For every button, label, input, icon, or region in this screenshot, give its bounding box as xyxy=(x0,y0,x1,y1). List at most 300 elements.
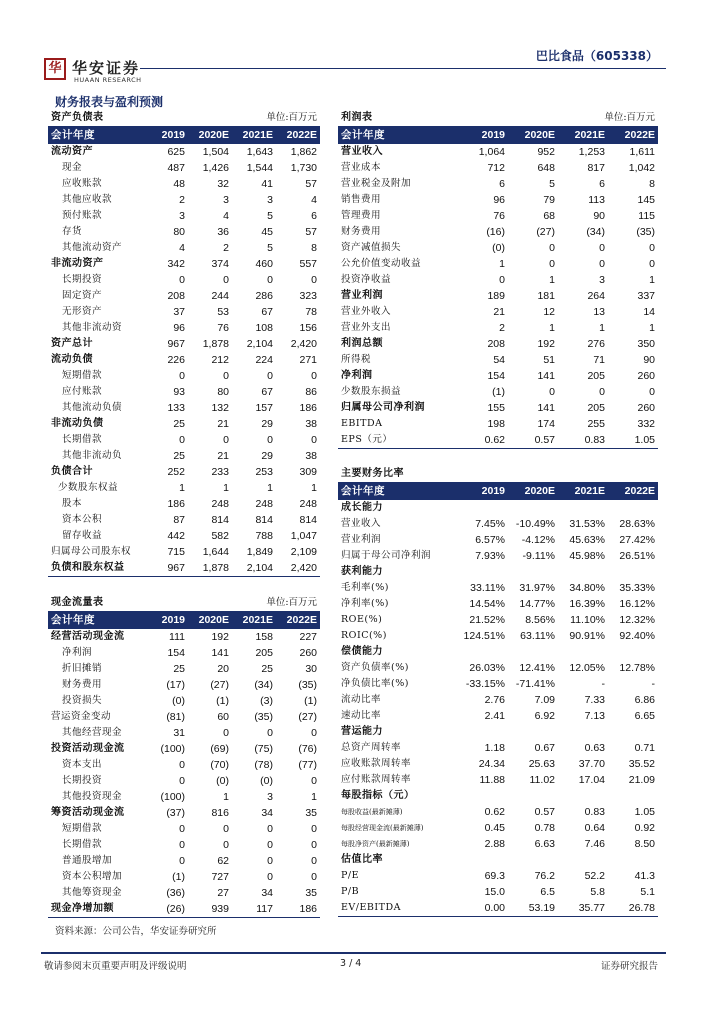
row-value: (69) xyxy=(210,742,229,755)
row-value: 1 xyxy=(549,321,555,334)
row-label: 每股经营现金流(最新摊薄) xyxy=(341,823,424,832)
row-value: 35.77 xyxy=(558,900,608,917)
row-value: 1 xyxy=(223,481,229,494)
logo-subtext: HUAAN RESEARCH xyxy=(74,76,142,84)
row-value: 2.88 xyxy=(484,837,505,850)
row-value: 96 xyxy=(173,321,185,334)
row-value: 4 xyxy=(223,209,229,222)
row-value: (27) xyxy=(536,225,555,238)
row-value: 155 xyxy=(487,401,505,414)
row-value: 0 xyxy=(179,369,185,382)
row-value: 133 xyxy=(167,401,185,414)
row-label: 管理费用 xyxy=(341,209,382,221)
table-row xyxy=(48,789,320,805)
row-value: 13 xyxy=(593,305,605,318)
row-value: 90.91% xyxy=(569,629,605,642)
row-label: 资产总计 xyxy=(51,337,93,349)
financial-ratios-table xyxy=(338,466,658,917)
disclaimer-note: 敬请参阅末页重要声明及评级说明 xyxy=(44,961,187,972)
row-value xyxy=(558,500,608,516)
source-note: 资料来源：公司公告，华安证券研究所 xyxy=(55,926,217,937)
row-value: 5 xyxy=(267,209,273,222)
table-row xyxy=(338,304,658,320)
row-value: 27.42% xyxy=(619,533,656,546)
cash-flow-table xyxy=(48,595,320,918)
row-value: (100) xyxy=(160,790,185,803)
row-label: 净利润 xyxy=(62,646,93,658)
table-header-row xyxy=(338,127,658,144)
row-value: 712 xyxy=(487,161,505,174)
table-row xyxy=(48,661,320,677)
row-value: 141 xyxy=(537,401,555,414)
row-value: 1,253 xyxy=(578,145,605,158)
unit-label: 单位:百万元 xyxy=(232,110,320,127)
row-value: 45.63% xyxy=(569,533,605,546)
row-value: 186 xyxy=(167,497,185,510)
table-row xyxy=(338,336,658,352)
table-row xyxy=(48,677,320,693)
table-row xyxy=(338,740,658,756)
row-value: (3) xyxy=(260,694,273,707)
row-label: 归属母公司股东权 xyxy=(51,545,132,557)
row-label: 所得税 xyxy=(341,353,372,365)
row-value xyxy=(608,564,658,580)
row-value xyxy=(558,564,608,580)
row-value: 0 xyxy=(311,433,318,446)
row-value: 4 xyxy=(179,241,185,254)
row-value: 3 xyxy=(267,790,273,803)
row-value: 57 xyxy=(305,177,318,190)
row-label: 速动比率 xyxy=(341,709,382,721)
row-value: 0 xyxy=(267,870,273,883)
table-row xyxy=(338,548,658,564)
row-value: 1 xyxy=(599,321,605,334)
row-value: 332 xyxy=(637,417,656,430)
row-value: 648 xyxy=(537,161,555,174)
row-value: 6 xyxy=(311,209,318,222)
row-value: 226 xyxy=(167,353,185,366)
row-label: 短期借款 xyxy=(62,369,103,381)
row-value: 62 xyxy=(217,854,229,867)
row-value: 374 xyxy=(211,257,229,270)
row-label: 营运能力 xyxy=(341,725,383,737)
row-value: 2,109 xyxy=(290,545,318,558)
row-label: 每股净资产(最新摊薄) xyxy=(341,839,410,848)
row-value: 5.8 xyxy=(590,885,605,898)
table-row xyxy=(338,384,658,400)
row-value: 186 xyxy=(276,901,320,918)
row-value: 0.00 xyxy=(458,900,508,917)
row-value: 52.2 xyxy=(584,869,605,882)
row-value: 1,644 xyxy=(202,545,229,558)
table-row xyxy=(338,352,658,368)
row-value: 111 xyxy=(169,630,185,643)
row-value: -33.15% xyxy=(465,677,505,690)
row-value: (34) xyxy=(254,678,273,691)
table-row xyxy=(48,512,320,528)
row-label: 资产负债率(%) xyxy=(341,661,409,673)
row-value: 0 xyxy=(267,726,273,739)
row-label: 净利率(%) xyxy=(341,597,389,609)
row-value: 6.86 xyxy=(634,693,656,706)
row-value: 2,420 xyxy=(276,560,320,577)
row-label: 流动资产 xyxy=(51,145,93,157)
row-label: 其他非流动资 xyxy=(62,321,123,333)
row-value: 60 xyxy=(217,710,229,723)
row-label: 普通股增加 xyxy=(62,854,113,866)
row-value: 0 xyxy=(649,241,656,254)
row-value: 69.3 xyxy=(484,869,505,882)
table-row xyxy=(338,368,658,384)
row-value: 25.63 xyxy=(528,757,555,770)
company-title: 巴比食品（605338） xyxy=(535,49,658,63)
table-row xyxy=(338,708,658,724)
row-value: 16.39% xyxy=(569,597,605,610)
row-value: 157 xyxy=(255,401,273,414)
table-row xyxy=(48,160,320,176)
row-value: 93 xyxy=(173,385,185,398)
row-value: 57 xyxy=(305,225,318,238)
table-row xyxy=(338,288,658,304)
row-value: 582 xyxy=(211,529,229,542)
row-label: 应付账款周转率 xyxy=(341,773,412,785)
table-row xyxy=(48,741,320,757)
row-value: (27) xyxy=(298,710,318,723)
row-value: 1,047 xyxy=(290,529,318,542)
table-row xyxy=(48,352,320,368)
row-value: 38 xyxy=(305,449,318,462)
logo-text: 华安证券 xyxy=(72,59,141,77)
row-value: 3 xyxy=(179,209,185,222)
column-header-label: 会计年度 xyxy=(338,127,458,144)
table-row xyxy=(338,160,658,176)
table-row xyxy=(338,884,658,900)
row-value: 7.46 xyxy=(584,837,605,850)
row-label: 其他投资现金 xyxy=(62,790,123,802)
row-value: 5 xyxy=(267,241,273,254)
table-row xyxy=(48,272,320,288)
table-row xyxy=(338,500,658,516)
row-value: 31.53% xyxy=(569,517,605,530)
table-row xyxy=(338,272,658,288)
row-value: (16) xyxy=(486,225,505,238)
row-label: EV/EBITDA xyxy=(338,900,458,917)
row-value: 67 xyxy=(261,305,273,318)
table-row xyxy=(338,868,658,884)
row-value: 53 xyxy=(217,305,229,318)
row-value: 0.62 xyxy=(458,432,508,449)
table-row xyxy=(338,596,658,612)
row-label: EBITDA xyxy=(341,417,383,429)
row-label: 总资产周转率 xyxy=(341,741,402,753)
row-value: 205 xyxy=(255,646,273,659)
table-title: 主要财务比率 xyxy=(338,466,658,483)
row-value: 189 xyxy=(487,289,505,302)
row-label: 毛利率(%) xyxy=(341,581,389,593)
row-value: 248 xyxy=(255,497,273,510)
row-value: 286 xyxy=(255,289,273,302)
row-value: 8.50 xyxy=(634,837,656,850)
table-row xyxy=(48,304,320,320)
row-value xyxy=(608,788,658,804)
row-label: 投资净收益 xyxy=(341,273,392,285)
row-label: 营运资金变动 xyxy=(51,710,112,722)
table-row xyxy=(338,532,658,548)
table-row xyxy=(338,772,658,788)
column-header-year: 2022E xyxy=(608,483,658,500)
table-row xyxy=(338,644,658,660)
row-value: 76.2 xyxy=(534,869,555,882)
row-value: 12.78% xyxy=(619,661,656,674)
table-row xyxy=(48,416,320,432)
row-value: 967 xyxy=(167,337,185,350)
row-value: 1 xyxy=(649,273,656,286)
row-value: 1 xyxy=(267,481,273,494)
row-label: 存货 xyxy=(62,225,83,237)
row-value: 35.33% xyxy=(619,581,656,594)
row-value: 186 xyxy=(299,401,318,414)
row-label: 股本 xyxy=(62,497,83,509)
column-header-label: 会计年度 xyxy=(48,127,144,144)
row-value: 0 xyxy=(311,870,318,883)
row-value: - xyxy=(601,677,605,690)
table-row xyxy=(338,416,658,432)
row-value: (37) xyxy=(166,806,185,819)
row-value: 1,544 xyxy=(246,161,273,174)
header-divider xyxy=(140,68,666,69)
row-value: 92.40% xyxy=(619,629,656,642)
row-value: 342 xyxy=(167,257,185,270)
table-row xyxy=(48,480,320,496)
row-value: 36 xyxy=(217,225,229,238)
column-header-year: 2021E xyxy=(558,483,608,500)
row-value: 244 xyxy=(211,289,229,302)
row-value: 25 xyxy=(173,662,185,675)
row-value: 12.05% xyxy=(569,661,605,674)
row-value: 117 xyxy=(232,901,276,918)
section-title: 财务报表与盈利预测 xyxy=(55,95,164,109)
row-value: 350 xyxy=(637,337,656,350)
table-row xyxy=(48,869,320,885)
row-value: 5.1 xyxy=(640,885,656,898)
row-label: 财务费用 xyxy=(341,225,382,237)
row-label: 归属于母公司净利润 xyxy=(341,549,432,561)
table-row xyxy=(338,836,658,852)
row-value: 0 xyxy=(599,385,605,398)
row-value: 0.57 xyxy=(534,805,555,818)
row-value: 205 xyxy=(587,401,605,414)
row-label: 其他流动资产 xyxy=(62,241,123,253)
row-value: 0 xyxy=(599,257,605,270)
row-label: 资产减值损失 xyxy=(341,241,402,253)
row-value: 7.93% xyxy=(475,549,505,562)
row-value: 15.0 xyxy=(484,885,505,898)
table-row xyxy=(48,464,320,480)
table-row xyxy=(338,256,658,272)
row-label: P/B xyxy=(341,885,360,897)
row-value: 0 xyxy=(179,273,185,286)
table-row xyxy=(338,692,658,708)
row-value: 156 xyxy=(299,321,318,334)
row-value: 6 xyxy=(599,177,605,190)
row-value: 2 xyxy=(499,321,505,334)
table-row xyxy=(338,192,658,208)
row-value: 1,064 xyxy=(478,145,505,158)
row-label: 成长能力 xyxy=(341,501,383,513)
row-value: 90 xyxy=(593,209,605,222)
row-value: 1 xyxy=(549,273,555,286)
column-header-year: 2019 xyxy=(458,483,508,500)
row-value: (26) xyxy=(144,901,188,918)
column-header-year: 2022E xyxy=(608,127,658,144)
row-value: (1) xyxy=(304,694,318,707)
row-value: 6.5 xyxy=(540,885,555,898)
table-row xyxy=(48,709,320,725)
row-value: 1,730 xyxy=(290,161,318,174)
row-value: 1,862 xyxy=(290,145,318,158)
column-header-year: 2021E xyxy=(232,612,276,629)
row-label: 长期借款 xyxy=(62,433,103,445)
row-value: 34.80% xyxy=(569,581,605,594)
row-value: 53.19 xyxy=(508,900,558,917)
row-label: 其他非流动负 xyxy=(62,449,123,461)
row-label: 无形资产 xyxy=(62,305,103,317)
table-row xyxy=(48,224,320,240)
row-value: 939 xyxy=(188,901,232,918)
row-value xyxy=(508,564,558,580)
row-value: 31 xyxy=(173,726,185,739)
row-value: 1 xyxy=(179,481,185,494)
row-value: 0 xyxy=(267,838,273,851)
table-row xyxy=(338,580,658,596)
table-header-row xyxy=(48,127,320,144)
row-value: 260 xyxy=(637,369,656,382)
column-header-year: 2020E xyxy=(188,612,232,629)
row-value: 0 xyxy=(179,774,185,787)
row-value: 1,042 xyxy=(628,161,656,174)
table-title: 现金流量表 xyxy=(48,595,232,612)
row-value xyxy=(508,724,558,740)
row-label: 筹资活动现金流 xyxy=(51,806,125,818)
row-value: 0 xyxy=(499,273,505,286)
table-title-row xyxy=(48,110,320,127)
row-value: 212 xyxy=(211,353,229,366)
table-row xyxy=(338,240,658,256)
row-value: 727 xyxy=(211,870,229,883)
row-value: 21 xyxy=(493,305,505,318)
row-value: 1,878 xyxy=(202,337,229,350)
table-row xyxy=(48,645,320,661)
table-row xyxy=(338,208,658,224)
row-value: 11.88 xyxy=(479,773,505,786)
row-label: 每股指标（元） xyxy=(341,789,415,801)
table-row xyxy=(338,628,658,644)
table-row xyxy=(48,400,320,416)
report-type: 证券研究报告 xyxy=(600,961,658,972)
row-value: 76 xyxy=(493,209,505,222)
row-value: 34 xyxy=(261,886,273,899)
row-label: 少数股东权益 xyxy=(58,481,119,493)
row-value: 260 xyxy=(299,646,318,659)
row-value: 248 xyxy=(211,497,229,510)
row-value: 26.78 xyxy=(608,900,658,917)
table-row xyxy=(338,852,658,868)
row-value: 41.3 xyxy=(634,869,656,882)
row-value: 35 xyxy=(305,806,318,819)
row-value: 0 xyxy=(549,385,555,398)
row-value xyxy=(458,852,508,868)
table-row xyxy=(338,660,658,676)
row-value: 11.02 xyxy=(529,773,555,786)
row-value: 45.98% xyxy=(569,549,605,562)
balance-sheet-table xyxy=(48,110,320,577)
row-label: 营业成本 xyxy=(341,161,382,173)
table-row xyxy=(338,804,658,820)
row-value: 0 xyxy=(179,758,185,771)
row-value: -4.12% xyxy=(521,533,555,546)
row-label: 应收账款周转率 xyxy=(341,757,412,769)
row-value: (0) xyxy=(260,774,273,787)
row-value: (1) xyxy=(492,385,505,398)
row-value: 487 xyxy=(167,161,185,174)
row-value: 248 xyxy=(299,497,318,510)
table-row xyxy=(48,432,320,448)
table-row xyxy=(338,516,658,532)
row-value: 3 xyxy=(223,193,229,206)
row-value: 0 xyxy=(179,838,185,851)
row-label: 资本公积增加 xyxy=(62,870,123,882)
row-value: 0 xyxy=(267,854,273,867)
row-label: 长期投资 xyxy=(62,273,103,285)
table-row xyxy=(48,725,320,741)
table-row xyxy=(48,192,320,208)
table-row xyxy=(48,693,320,709)
row-label: 其他应收款 xyxy=(62,193,113,205)
row-value: 0.83 xyxy=(558,432,608,449)
row-value: 154 xyxy=(167,646,185,659)
row-value: 0 xyxy=(179,822,185,835)
table-row xyxy=(48,176,320,192)
row-value: 1,611 xyxy=(629,145,656,158)
row-value: 276 xyxy=(587,337,605,350)
row-value: 38 xyxy=(305,417,318,430)
row-value: 0 xyxy=(311,838,318,851)
table-row xyxy=(338,788,658,804)
row-value: 7.33 xyxy=(584,693,605,706)
table-row xyxy=(338,320,658,336)
row-value xyxy=(508,500,558,516)
row-value: 27 xyxy=(217,886,229,899)
row-value: 1 xyxy=(223,790,229,803)
row-value xyxy=(608,852,658,868)
row-value: 37 xyxy=(173,305,185,318)
row-label: 营业收入 xyxy=(341,517,382,529)
row-value: 14 xyxy=(643,305,656,318)
row-value: 205 xyxy=(587,369,605,382)
row-value: 814 xyxy=(255,513,273,526)
row-label: 负债合计 xyxy=(51,465,93,477)
logo-mark: 华 xyxy=(44,58,66,80)
column-header-year: 2019 xyxy=(458,127,508,144)
table-title-row xyxy=(338,110,658,127)
row-value: 71 xyxy=(593,353,605,366)
row-value xyxy=(508,852,558,868)
table-row xyxy=(48,528,320,544)
row-label: 预付账款 xyxy=(62,209,103,221)
row-value: 1.05 xyxy=(634,805,656,818)
row-value: 309 xyxy=(299,465,318,478)
row-value: 45 xyxy=(261,225,273,238)
